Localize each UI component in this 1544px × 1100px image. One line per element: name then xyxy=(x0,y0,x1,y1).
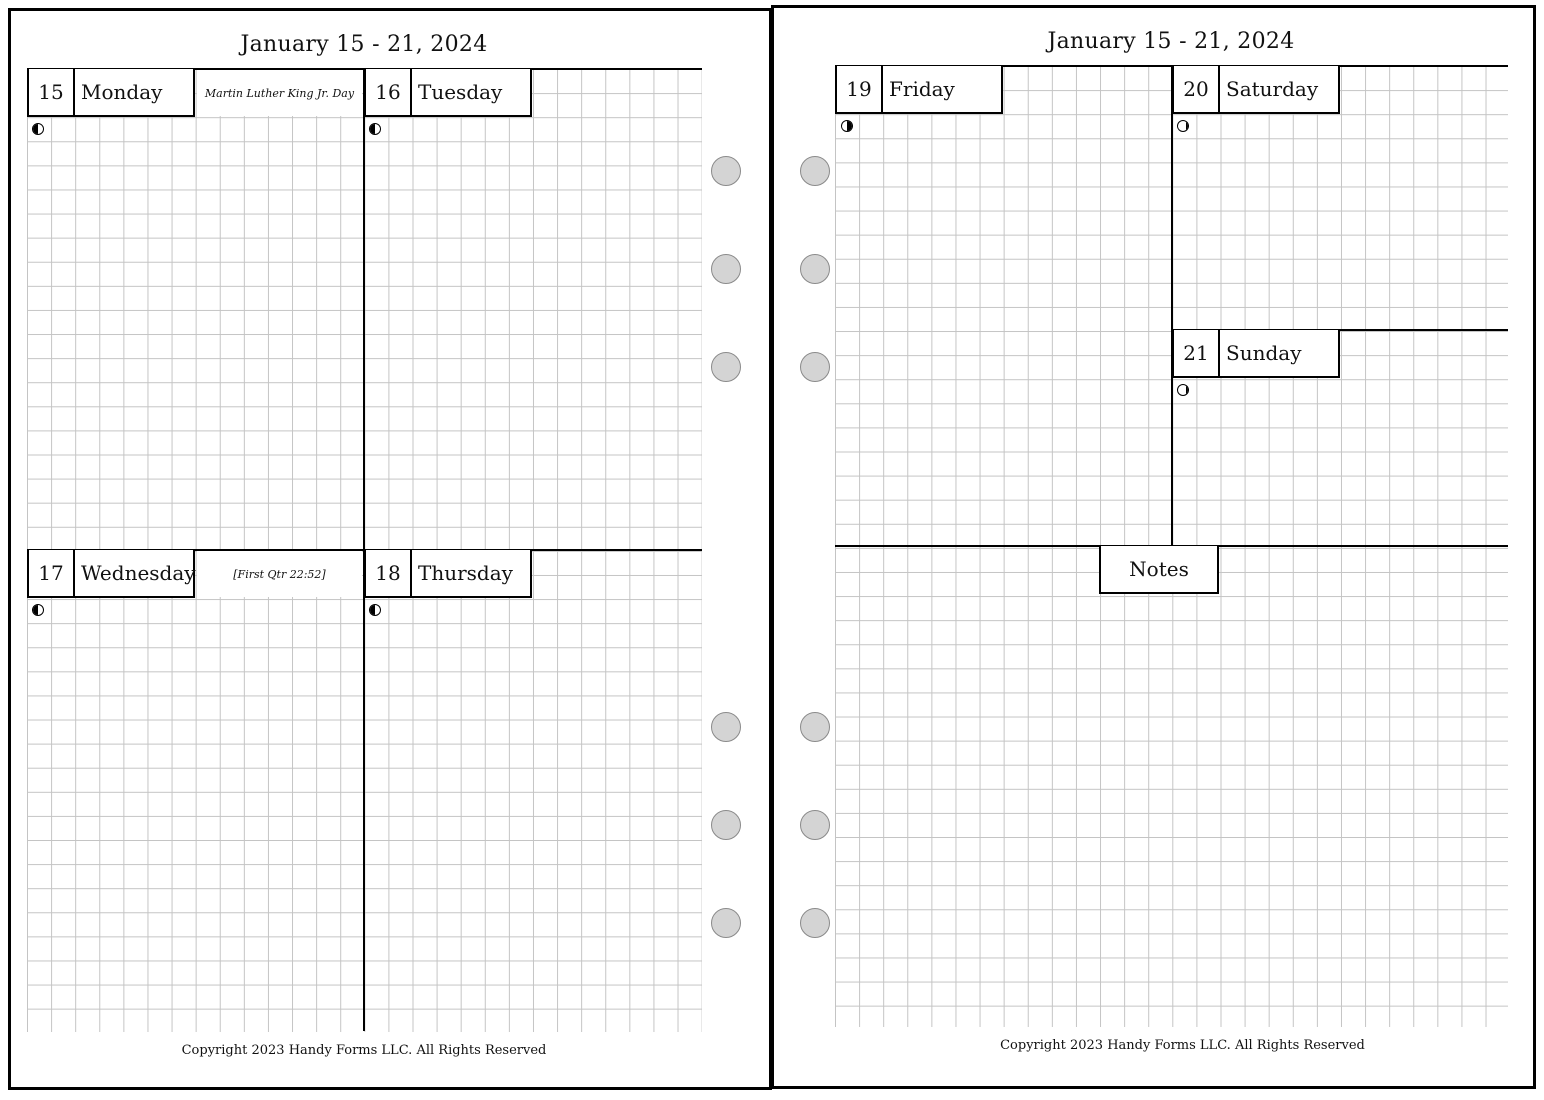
binder-hole-icon xyxy=(711,908,741,938)
right-page-footer: Copyright 2023 Handy Forms LLC. All Rights Reserved xyxy=(1000,1038,1365,1053)
day-header-saturday xyxy=(1172,66,1340,114)
left-page-footer: Copyright 2023 Handy Forms LLC. All Rights Reserved xyxy=(181,1043,547,1058)
binder-hole-icon xyxy=(711,156,741,186)
binder-hole-icon xyxy=(800,156,830,186)
day-header-monday xyxy=(27,69,195,117)
day-number: 19 xyxy=(835,66,883,112)
binder-hole-icon xyxy=(711,712,741,742)
moon-phase-icon xyxy=(841,120,853,132)
binder-hole-icon xyxy=(711,352,741,382)
day-number: 21 xyxy=(1172,330,1220,376)
binder-hole-icon xyxy=(800,908,830,938)
day-name: Friday xyxy=(883,66,1003,112)
moon-phase-icon xyxy=(369,604,381,616)
day-header-friday xyxy=(835,66,1003,114)
binder-hole-icon xyxy=(711,810,741,840)
day-header-tuesday xyxy=(364,69,532,117)
moon-phase-icon xyxy=(1177,384,1189,396)
moon-phase-icon xyxy=(1177,120,1189,132)
right-page-title: January 15 - 21, 2024 xyxy=(1047,29,1295,54)
day-name: Monday xyxy=(75,69,195,115)
left-page-title: January 15 - 21, 2024 xyxy=(240,32,488,57)
day-number: 17 xyxy=(27,550,75,596)
day-number: 18 xyxy=(364,550,412,596)
binder-hole-icon xyxy=(800,712,830,742)
day-name: Tuesday xyxy=(412,69,532,115)
day-name: Saturday xyxy=(1220,66,1340,112)
right-center-divider xyxy=(1171,66,1173,546)
moon-phase-note: [First Qtr 22:52] xyxy=(197,551,362,597)
day-name: Wednesday xyxy=(75,550,195,596)
binder-hole-icon xyxy=(800,352,830,382)
holiday-note: Martin Luther King Jr. Day xyxy=(197,70,362,116)
moon-phase-icon xyxy=(32,604,44,616)
binder-hole-icon xyxy=(711,254,741,284)
notes-label: Notes xyxy=(1099,546,1219,594)
day-number: 20 xyxy=(1172,66,1220,112)
moon-phase-icon xyxy=(32,123,44,135)
binder-hole-icon xyxy=(800,810,830,840)
day-header-sunday xyxy=(1172,330,1340,378)
day-name: Sunday xyxy=(1220,330,1340,376)
day-number: 16 xyxy=(364,69,412,115)
moon-phase-icon xyxy=(369,123,381,135)
binder-hole-icon xyxy=(800,254,830,284)
day-header-wednesday xyxy=(27,550,195,598)
day-name: Thursday xyxy=(412,550,532,596)
day-number: 15 xyxy=(27,69,75,115)
day-header-thursday xyxy=(364,550,532,598)
